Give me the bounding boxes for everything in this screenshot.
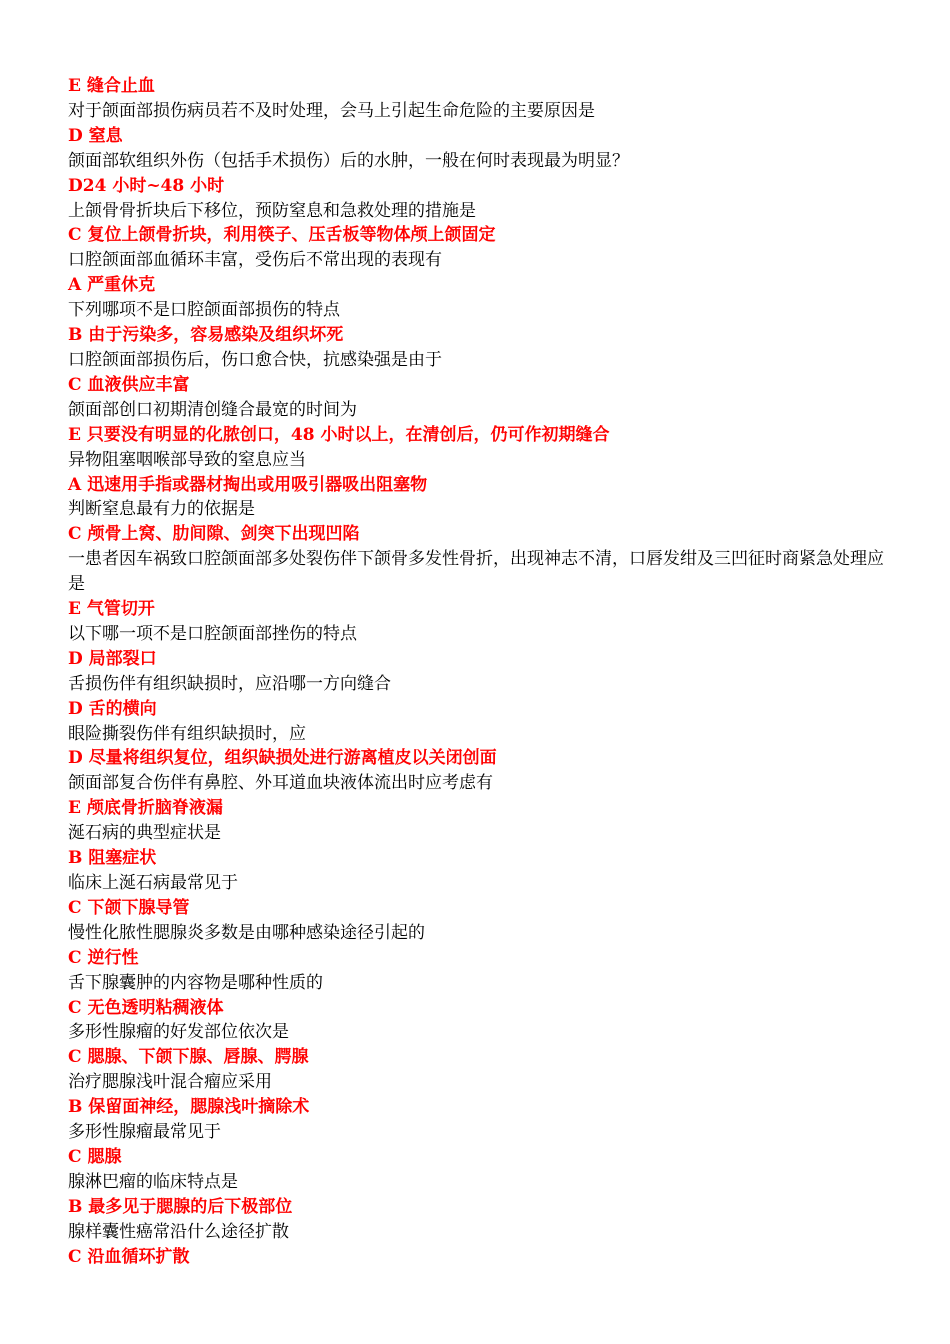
answer-line: C 腮腺、下颌下腺、唇腺、腭腺: [68, 1047, 309, 1068]
question-line: 一患者因车祸致口腔颌面部多处裂伤伴下颌骨多发性骨折，出现神志不清，口唇发绀及三凹征时商紧急处理应是: [68, 549, 884, 595]
question-line: 舌损伤伴有组织缺损时，应沿哪一方向缝合: [68, 673, 391, 694]
question-line: 慢性化脓性腮腺炎多数是由哪种感染途径引起的: [68, 922, 425, 943]
question-line: 口腔颌面部损伤后，伤口愈合快，抗感染强是由于: [68, 349, 442, 370]
answer-line: C 腮腺: [68, 1146, 122, 1167]
document-page: [68, 74, 898, 1270]
answer-line: A 严重休克: [68, 275, 156, 296]
question-line: 多形性腺瘤最常见于: [68, 1122, 221, 1143]
answer-line: E 缝合止血: [68, 76, 155, 96]
answer-line: B 阻塞症状: [68, 848, 157, 869]
answer-line: C 颅骨上窝、肋间隙、剑突下出现凹陷: [68, 524, 360, 545]
question-line: 下列哪项不是口腔颌面部损伤的特点: [68, 300, 340, 321]
question-line: 颌面部创口初期清创缝合最宽的时间为: [68, 399, 357, 420]
answer-line: D 尽量将组织复位，组织缺损处进行游离植皮以关闭创面: [68, 748, 497, 769]
answer-line: C 复位上颌骨折块，利用筷子、压舌板等物体颅上颌固定: [68, 225, 496, 246]
answer-line: C 下颌下腺导管: [68, 897, 190, 918]
question-line: 眼险撕裂伤伴有组织缺损时，应: [68, 723, 306, 744]
question-line: 舌下腺囊肿的内容物是哪种性质的: [68, 972, 323, 993]
answer-line: D 局部裂口: [68, 648, 157, 669]
answer-line: E 气管切开: [68, 599, 155, 620]
question-line: 腺淋巴瘤的临床特点是: [68, 1171, 238, 1192]
answer-line: E 只要没有明显的化脓创口，48 小时以上，在清创后，仍可作初期缝合: [68, 424, 610, 445]
answer-line: C 逆行性: [68, 947, 139, 968]
answer-line: E 颅底骨折脑脊液漏: [68, 798, 223, 819]
question-line: 以下哪一项不是口腔颌面部挫伤的特点: [68, 623, 357, 644]
answer-line: A 迅速用手指或器材掏出或用吸引器吸出阻塞物: [68, 474, 428, 495]
question-line: 对于颌面部损伤病员若不及时处理，会马上引起生命危险的主要原因是: [68, 100, 595, 121]
question-line: 多形性腺瘤的好发部位依次是: [68, 1022, 289, 1043]
question-line: 口腔颌面部血循环丰富，受伤后不常出现的表现有: [68, 250, 442, 271]
question-line: 颌面部复合伤伴有鼻腔、外耳道血块液体流出时应考虑有: [68, 773, 493, 794]
answer-line: D24 小时~48 小时: [68, 175, 225, 196]
question-line: 上颌骨骨折块后下移位，预防窒息和急救处理的措施是: [68, 200, 476, 221]
question-line: 治疗腮腺浅叶混合瘤应采用: [68, 1072, 272, 1093]
answer-line: C 血液供应丰富: [68, 374, 190, 395]
question-line: 判断窒息最有力的依据是: [68, 499, 255, 520]
answer-line: C 沿血循环扩散: [68, 1246, 190, 1267]
answer-line: D 窒息: [68, 125, 123, 146]
question-line: 腺样囊性癌常沿什么途径扩散: [68, 1221, 289, 1242]
question-line: 临床上涎石病最常见于: [68, 873, 238, 893]
question-line: 颌面部软组织外伤（包括手术损伤）后的水肿，一般在何时表现最为明显？: [68, 150, 629, 171]
answer-line: D 舌的横向: [68, 698, 157, 719]
question-line: 异物阻塞咽喉部导致的窒息应当: [68, 449, 306, 470]
answer-line: B 保留面神经，腮腺浅叶摘除术: [68, 1097, 310, 1118]
answer-line: C 无色透明粘稠液体: [68, 997, 224, 1018]
answer-line: B 由于污染多，容易感染及组织坏死: [68, 325, 344, 346]
question-line: 涎石病的典型症状是: [68, 823, 221, 844]
answer-line: B 最多见于腮腺的后下极部位: [68, 1196, 293, 1217]
